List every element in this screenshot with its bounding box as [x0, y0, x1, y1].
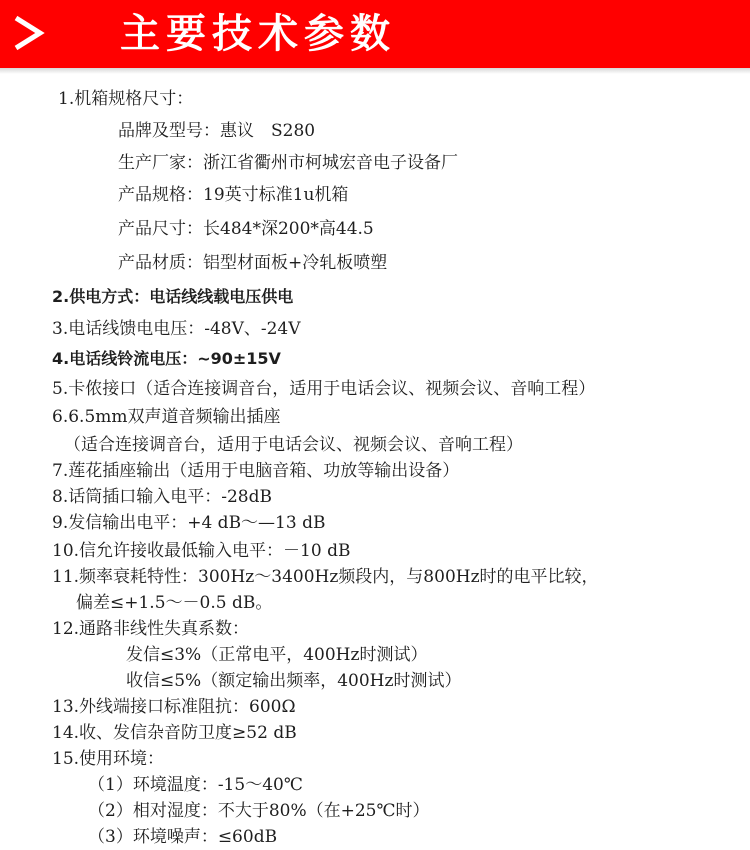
spec-item: （2）相对湿度：不大于80%（在+25℃时）: [88, 801, 430, 821]
spec-item: 产品规格：19英寸标准1u机箱: [118, 185, 349, 205]
spec-item: 8.话筒插口输入电平：-28dB: [52, 487, 272, 507]
spec-item: 生产厂家：浙江省衢州市柯城宏音电子设备厂: [118, 153, 458, 173]
spec-item: 13.外线端接口标准阻抗：600Ω: [52, 697, 296, 717]
spec-item: （适合连接调音台，适用于电话会议、视频会议、音响工程）: [64, 435, 523, 455]
spec-item: 6.6.5mm双声道音频输出插座: [52, 407, 281, 427]
spec-item: 发信≤3%（正常电平，400Hz时测试）: [126, 645, 428, 665]
spec-item: 14.收、发信杂音防卫度≥52 dB: [52, 723, 297, 743]
page-title: 主要技术参数: [120, 10, 396, 57]
spec-item: 3.电话线馈电电压：-48V、-24V: [52, 319, 301, 339]
spec-item: 5.卡侬接口（适合连接调音台，适用于电话会议、视频会议、音响工程）: [52, 379, 596, 399]
spec-item: 2.供电方式：电话线线载电压供电: [52, 287, 294, 306]
spec-item: （1）环境温度：-15～40℃: [88, 775, 303, 795]
spec-item: 收信≤5%（额定输出频率，400Hz时测试）: [126, 671, 462, 691]
spec-item: 偏差≤+1.5～－0.5 dB。: [76, 593, 273, 613]
spec-item: （3）环境噪声：≤60dB: [88, 827, 278, 847]
spec-section-title: 1.机箱规格尺寸：: [58, 89, 194, 109]
spec-item: 产品尺寸：长484*深200*高44.5: [118, 219, 374, 239]
spec-item: 10.信允许接收最低输入电平：－10 dB: [52, 541, 351, 561]
header-banner: [0, 0, 750, 68]
banner-divider: [0, 68, 750, 74]
spec-item: 12.通路非线性失真系数：: [52, 619, 250, 639]
spec-item: 品牌及型号：惠议 S280: [118, 121, 316, 141]
chevron-right-icon: [12, 14, 46, 56]
spec-item: 9.发信输出电平：+4 dB～—13 dB: [52, 513, 326, 533]
spec-item: 7.莲花插座输出（适用于电脑音箱、功放等输出设备）: [52, 461, 460, 481]
spec-item: 11.频率衰耗特性：300Hz～3400Hz频段内，与800Hz时的电平比较，: [52, 567, 599, 587]
spec-item: 4.电话线铃流电压：~90±15V: [52, 349, 281, 368]
spec-item: 产品材质：铝型材面板+冷轧板喷塑: [118, 253, 388, 273]
spec-item: 15.使用环境：: [52, 749, 165, 769]
